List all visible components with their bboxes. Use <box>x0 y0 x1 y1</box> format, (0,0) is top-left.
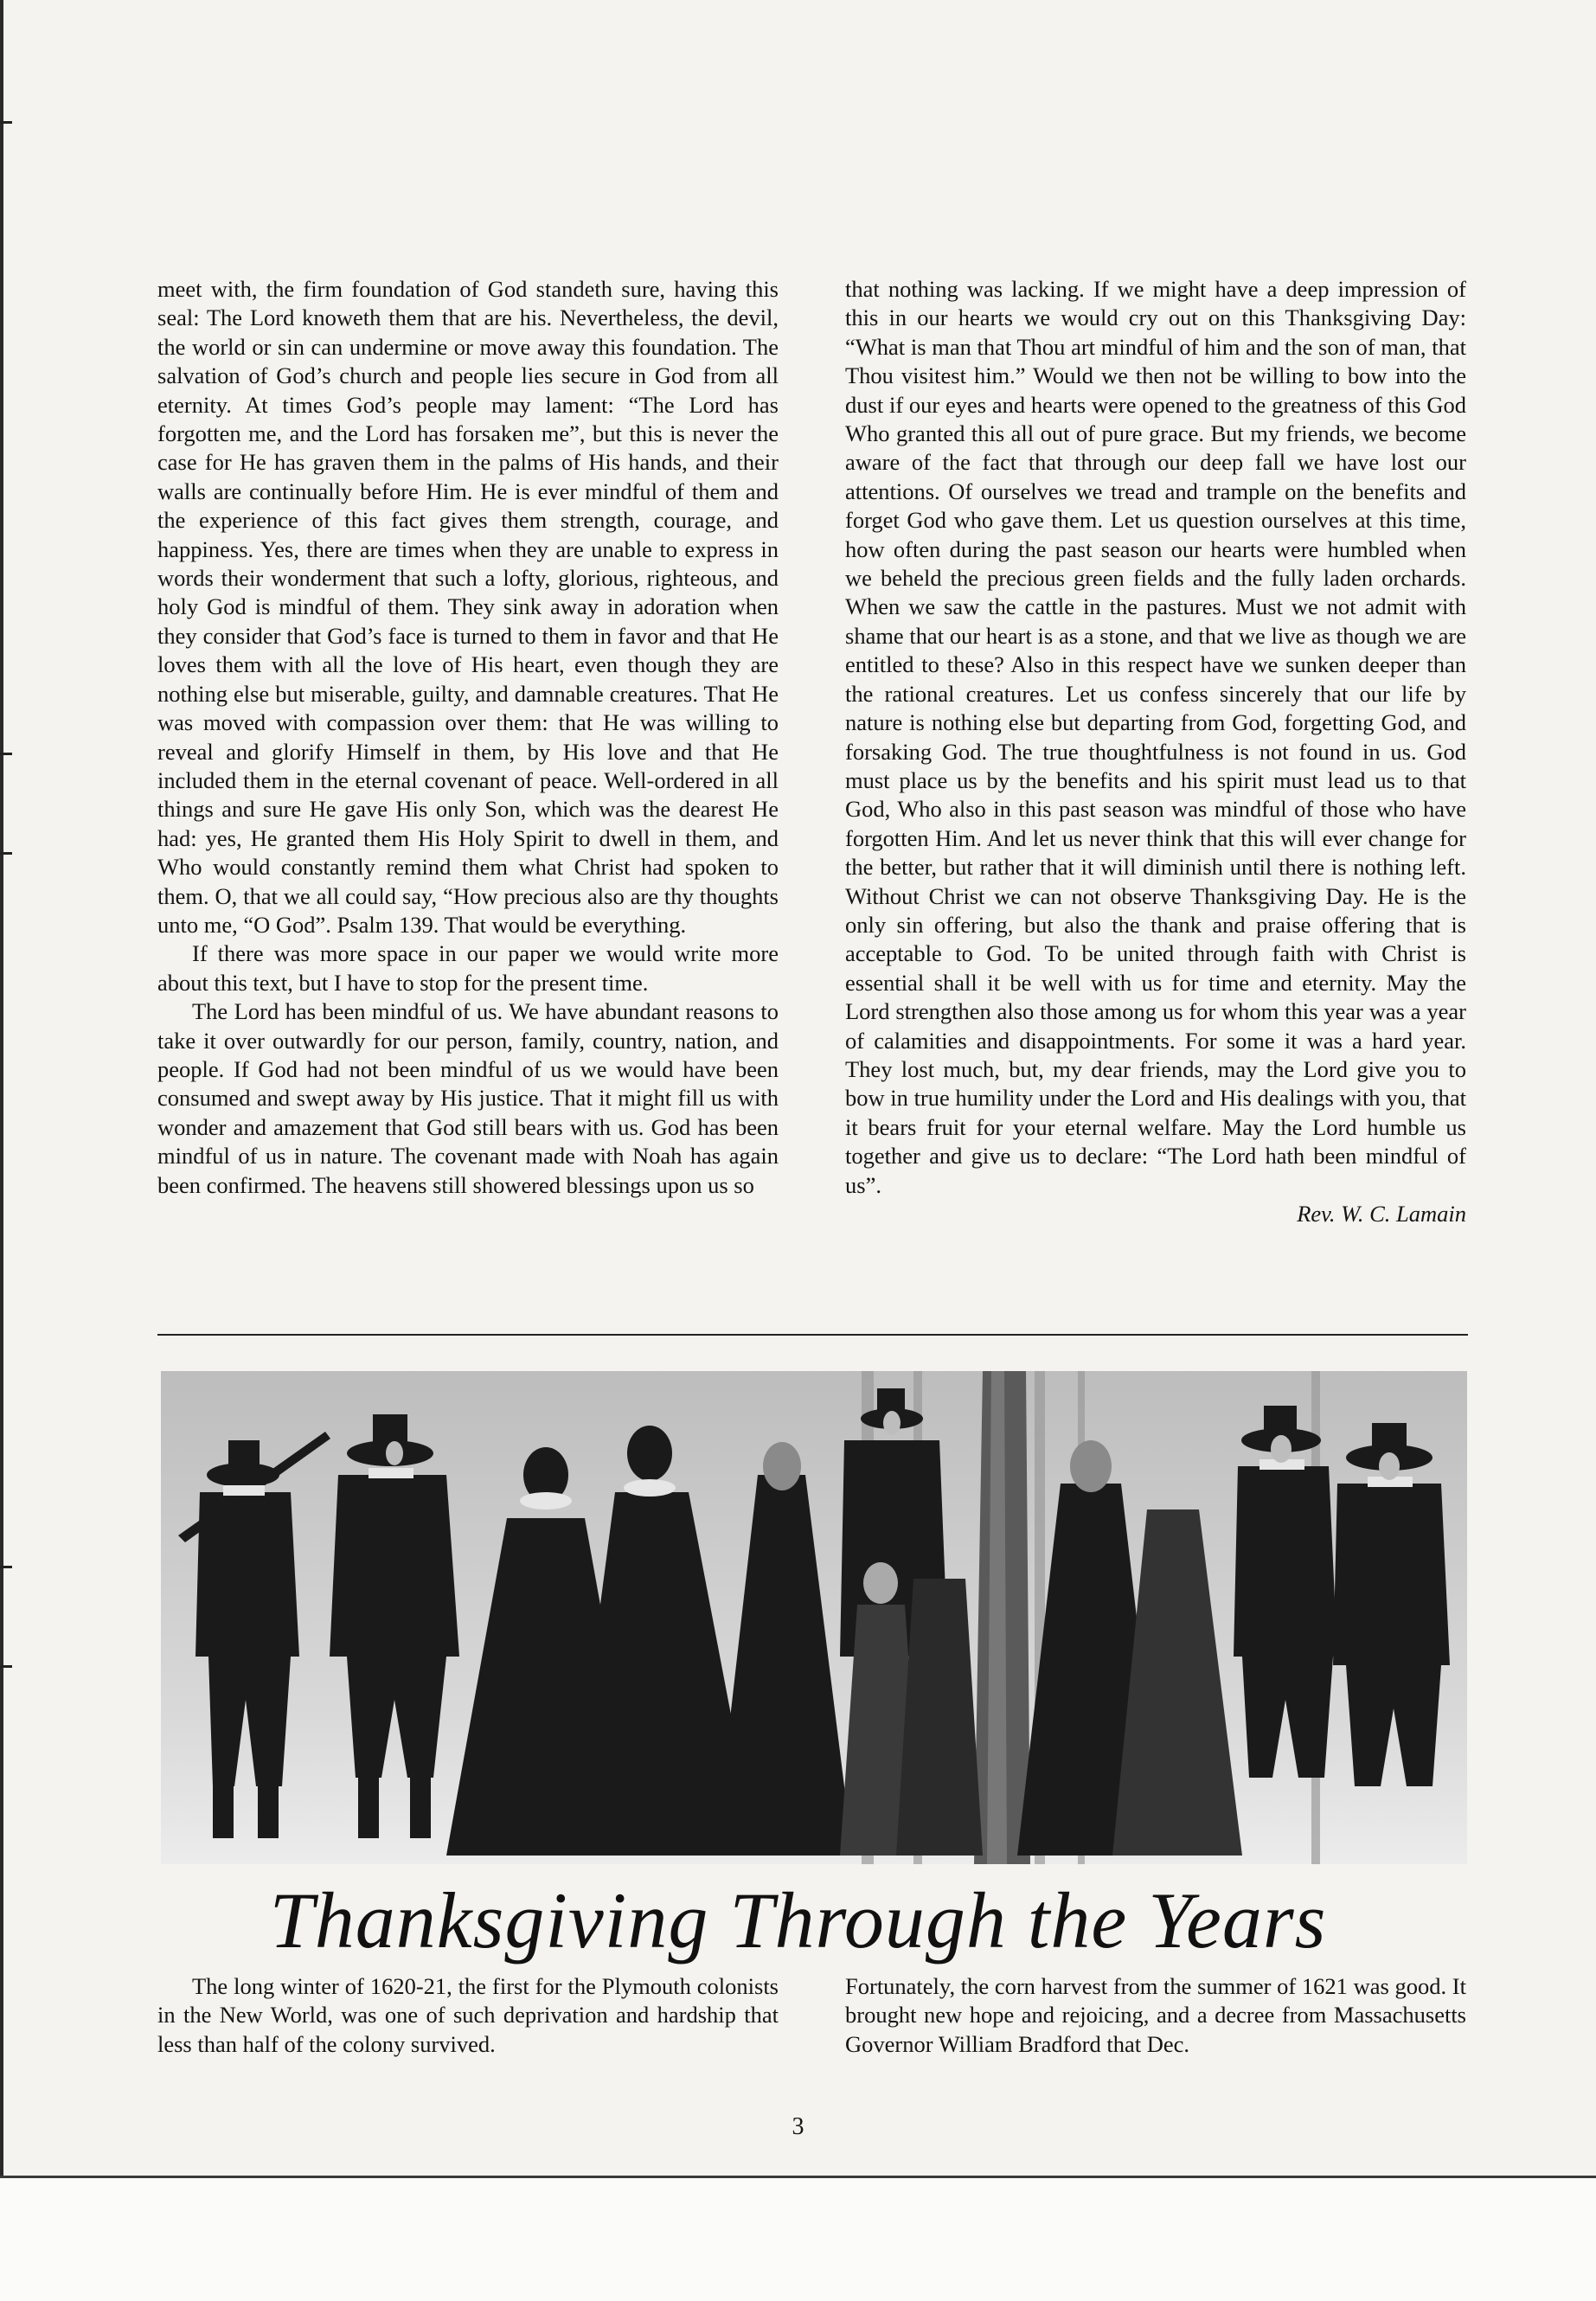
paragraph: that nothing was lacking. If we might have a deep impression of this in our hearts we would cry out on this Thanksgiving Day: “What is man that Thou art mindful of him and the son of man, that Thou visitest him.” Would we then not be willing to bow into the dust if our eyes and hearts were opened to the greatness of this God Who granted this all out of pure grace. But my friends, we become aware of the fact that through our deep fall we have lost our attentions. Of ourselves we tread and trample on the benefits and forget God who gave them. Let us question ourselves at this time, how often during the past season our hearts were humbled when we beheld the precious green fields and the fully laden orchards. When we saw the cattle in the pastures. Must we not admit with shame that our heart is as a stone, and that we live as though we are entitled to these? Also in this respect have we sunken deeper than the rational creatures. Let us confess sincerely that our life by nature is nothing else but departing from God, forgetting God, and forsaking God. The true thoughtfulness is not found in us. God must place us by the benefits and his spirit must lead us to that God, Who also in this past season was mindful of those who have forgotten Him. And let us never think that this will ever change for the better, but rather that it will diminish until there is nothing left. Without Christ we can not observe Thanksgiving Day. He is the only sin offering, but also the thank and praise offering that is acceptable to God. To be united through faith with Christ is essential shall it be well with us for time and eternity. May the Lord strengthen also those among us for whom this year was a year of calamities and disappointments. For some it was a hard year. They lost much, but, my dear friends, may the Lord give you to bow in true humility under the Lord and His dealings with you, that it bears fruit for your eternal welfare. May the Lord humble us together and give us to declare: “The Lord hath been mindful of us”. <box>845 276 1466 1198</box>
left-column <box>157 275 779 1200</box>
scan-tick <box>0 753 12 755</box>
section-divider <box>157 1334 1468 1336</box>
scan-tick <box>0 852 12 855</box>
paragraph: The Lord has been mindful of us. We have abundant reasons to take it over outwardly for our person, family, country, nation, and people. If God had not been mindful of us we would have been consumed and swept away by His justice. That it might fill us with wonder and amazement that God still bears with us. God has been mindful of us in nature. The covenant made with Noah has again been confirmed. The heavens still showered blessings upon us so <box>157 998 779 1198</box>
paragraph: The long winter of 1620-21, the first for the Plymouth colonists in the New World, was one of such deprivation and hardship that less than half of the colony survived. <box>157 1973 779 2057</box>
pilgrims-illustration <box>161 1371 1467 1864</box>
paragraph: meet with, the firm foundation of God standeth sure, having this seal: The Lord knoweth them that are his. Nevertheless, the devil, the world or sin can undermine or move away this foundation. The salvation of God’s church and people lies secure in God from all eternity. At times God’s people may lament: “The Lord has forgotten me, and the Lord has forsaken me”, but this is never the case for He has graven them in the palms of His hands, and their walls are continually before Him. He is ever mindful of them and the experience of this fact gives them strength, courage, and happiness. Yes, there are times when they are unable to express in words their wonderment that such a lofty, glorious, righteous, and holy God is mindful of them. They sink away in adoration when they consider that God’s face is turned to them in favor and that He loves them with all the love of His heart, even though they are nothing else but miserable, guilty, and damnable creatures. That He was moved with compassion over them: that He was willing to reveal and glorify Himself in them, by His love and that He included them in the eternal covenant of peace. Well-ordered in all things and sure He gave His only Son, which was the dearest He had: yes, He granted them His Holy Spirit to dwell in them, and Who would constantly remind them what Christ had spoken to them. O, that we all could say, “How precious also are thy thoughts unto me, “O God”. Psalm 139. That would be everything. <box>157 276 779 938</box>
new-article-right-column <box>845 1972 1466 2059</box>
scan-margin <box>0 2178 1596 2301</box>
paragraph: Fortunately, the corn harvest from the summer of 1621 was good. It brought new hope and rejoicing, and a decree from Massachusetts Governor William Bradford that Dec. <box>845 1973 1466 2057</box>
author-signature: Rev. W. C. Lamain <box>1297 1201 1466 1227</box>
scan-tick <box>0 121 12 124</box>
paragraph: If there was more space in our paper we would write more about this text, but I have to stop for the present time. <box>157 940 779 996</box>
pilgrims-photo <box>161 1371 1467 1864</box>
page-number: 3 <box>792 2113 804 2140</box>
scan-tick <box>0 1665 12 1668</box>
new-article-left-column <box>157 1972 779 2059</box>
article-headline: Thanksgiving Through the Years <box>269 1876 1327 1965</box>
right-column <box>845 275 1466 1228</box>
scan-tick <box>0 1566 12 1568</box>
